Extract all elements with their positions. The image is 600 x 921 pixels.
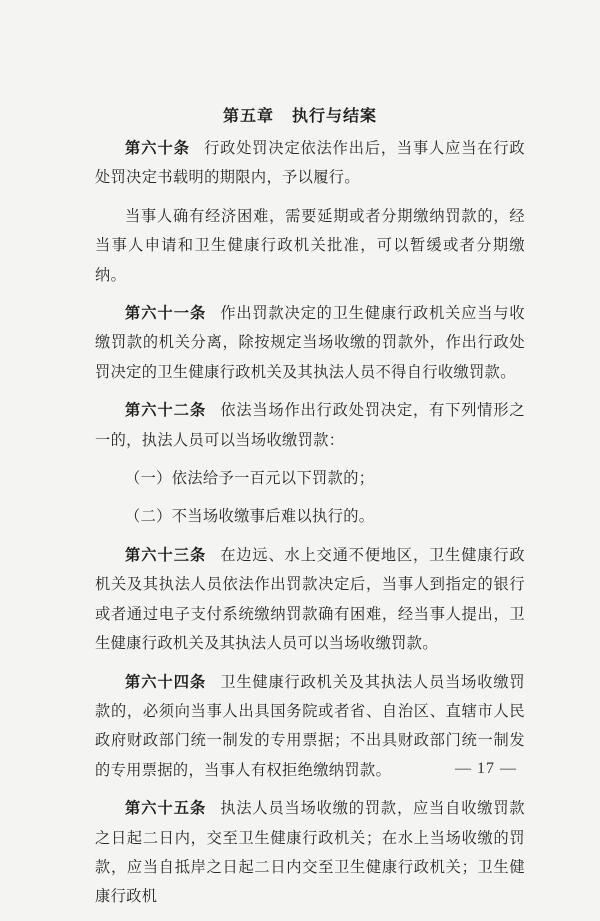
article-heading: 第六十条 bbox=[125, 139, 191, 157]
paragraph-text: 当事人确有经济困难，需要延期或者分期缴纳罚款的，经当事人申请和卫生健康行政机关批准，可以暂缓或者分期缴纳。 bbox=[95, 206, 525, 284]
article-heading: 第六十三条 bbox=[125, 545, 207, 564]
paragraph-article-60-clause-2 bbox=[95, 202, 525, 290]
paragraph-text: 依法当场作出行政处罚决定，有下列情形之一的，执法人员可以当场收缴罚款： bbox=[95, 401, 525, 449]
paragraph-text: 卫生健康行政机关及其执法人员当场收缴罚款的，必须向当事人出具国务院或者省、自治区、直辖市人民政府财政部门统一制发的专用票据；不出具财政部门统一制发的专用票据的，当事人有权拒绝缴纳罚款。 bbox=[95, 672, 525, 779]
article-heading: 第六十五条 bbox=[125, 799, 207, 818]
page-number: — 17 — bbox=[455, 760, 517, 777]
paragraph-article-61 bbox=[95, 299, 525, 387]
paragraph-text: 执法人员当场收缴的罚款，应当自收缴罚款之日起二日内，交至卫生健康行政机关；在水上当场收缴的罚款，应当自抵岸之日起二日内交至卫生健康行政机关；卫生健康行政机 bbox=[95, 799, 525, 906]
paragraph-text: 行政处罚决定依法作出后，当事人应当在行政处罚决定书载明的期限内，予以履行。 bbox=[95, 139, 526, 187]
article-heading: 第六十二条 bbox=[125, 401, 207, 420]
paragraph-text: 作出罚款决定的卫生健康行政机关应当与收缴罚款的机关分离，除按规定当场收缴的罚款外，作出行政处罚决定的卫生健康行政机关及其执法人员不得自行收缴罚款。 bbox=[95, 304, 525, 381]
paragraph-article-65 bbox=[95, 794, 525, 912]
paragraph-article-63 bbox=[95, 541, 525, 659]
article-heading: 第六十四条 bbox=[125, 672, 207, 691]
article-heading: 第六十一条 bbox=[125, 304, 207, 323]
chapter-title bbox=[0, 103, 600, 126]
chapter-number: 第五章 bbox=[222, 106, 274, 125]
body-text bbox=[95, 134, 525, 921]
chapter-name: 执行与结案 bbox=[292, 106, 378, 125]
paragraph-text: （一）依法给予一百元以下罚款的； bbox=[125, 469, 375, 488]
paragraph-article-62-item-1 bbox=[95, 464, 525, 493]
paragraph-article-62 bbox=[95, 396, 525, 455]
paragraph-text: 在边远、水上交通不便地区，卫生健康行政机关及其执法人员依法作出罚款决定后，当事人到指定的银行或者通过电子支付系统缴纳罚款确有困难，经当事人提出，卫生健康行政机关及其执法人员可以当场收缴罚款。 bbox=[95, 545, 525, 653]
paragraph-article-60 bbox=[95, 134, 525, 193]
paragraph-article-62-item-2 bbox=[95, 502, 525, 531]
paragraph-text: （二）不当场收缴事后难以执行的。 bbox=[125, 507, 375, 526]
